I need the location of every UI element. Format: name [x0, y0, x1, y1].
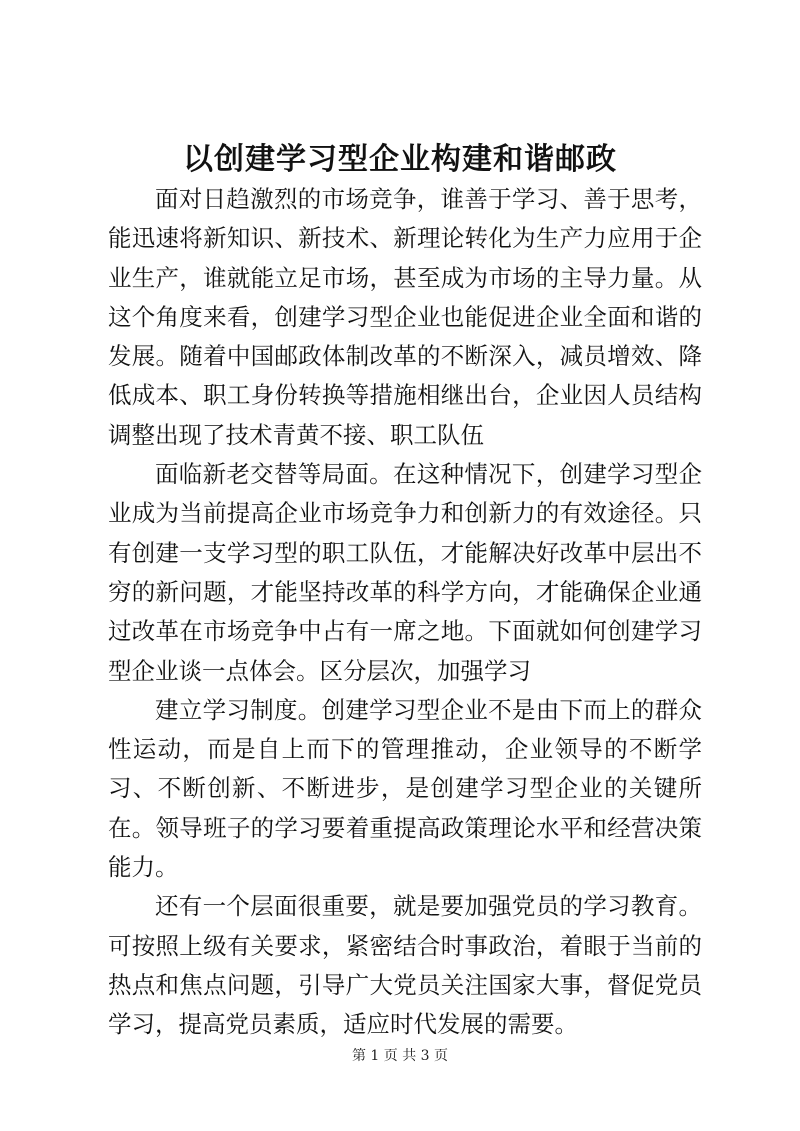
paragraph-2: 面临新老交替等局面。在这种情况下，创建学习型企业成为当前提高企业市场竞争力和创新力的有效途径。只有创建一支学习型的职工队伍，才能解决好改革中层出不穷的新问题，才能坚持改革的科学方向，才能确保企业通过改革在市场竞争中占有一席之地。下面就如何创建学习型企业谈一点体会。区分层次，加强学习 — [108, 460, 702, 685]
document-body — [108, 180, 702, 1045]
paragraph-4: 还有一个层面很重要，就是要加强党员的学习教育。可按照上级有关要求，紧密结合时事政治，着眼于当前的热点和焦点问题，引导广大党员关注国家大事，督促党员学习，提高党员素质，适应时代发展的需要。 — [108, 892, 702, 1039]
document-title: 以创建学习型企业构建和谐邮政 — [183, 142, 617, 177]
paragraph-3: 建立学习制度。创建学习型企业不是由下而上的群众性运动，而是自上而下的管理推动，企业领导的不断学习、不断创新、不断进步，是创建学习型企业的关键所在。领导班子的学习要着重提高政策理论水平和经营决策能力。 — [108, 695, 702, 882]
page-footer: 第 1 页 共 3 页 — [351, 1048, 449, 1064]
paragraph-1: 面对日趋激烈的市场竞争，谁善于学习、善于思考，能迅速将新知识、新技术、新理论转化为生产力应用于企业生产，谁就能立足市场，甚至成为市场的主导力量。从这个角度来看，创建学习型企业也能促进企业全面和谐的发展。随着中国邮政体制改革的不断深入，减员增效、降低成本、职工身份转换等措施相继出台，企业因人员结构调整出现了技术青黄不接、职工队伍 — [108, 185, 702, 449]
